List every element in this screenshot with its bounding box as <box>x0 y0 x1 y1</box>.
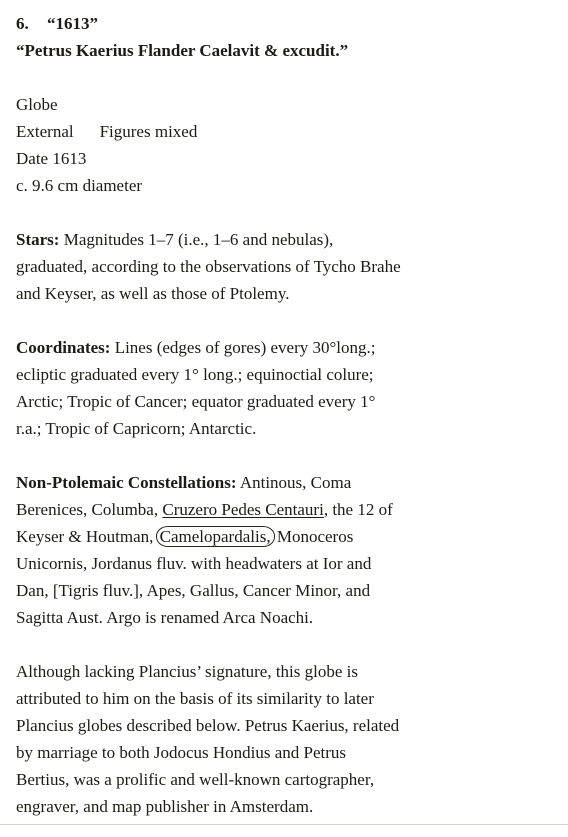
stars-section <box>16 226 556 307</box>
coordinates-section <box>16 334 556 442</box>
note-line-4: by marriage to both Jodocus Hondius and Petrus <box>16 743 347 762</box>
note-line-1: Although lacking Plancius’ signature, this globe is <box>16 662 359 681</box>
constellations-line-1: Antinous, Coma <box>239 473 352 492</box>
coordinates-line-2: ecliptic graduated every 1° long.; equinoctial colure; <box>16 365 374 384</box>
bottom-edge-line <box>0 824 568 825</box>
stars-line-1: Magnitudes 1–7 (i.e., 1–6 and nebulas), <box>63 230 334 249</box>
note-line-3: Plancius globes described below. Petrus Kaerius, related <box>16 716 400 735</box>
coordinates-line-4: r.a.; Tropic of Capricorn; Antarctic. <box>16 419 257 438</box>
constellations-line-4: Unicornis, Jordanus fluv. with headwaters at Ior and <box>16 554 372 573</box>
constellations-section <box>16 469 556 631</box>
external-row <box>16 118 556 145</box>
figures-value: Figures mixed <box>99 122 198 141</box>
coordinates-line-1: Lines (edges of gores) every 30°long.; <box>114 338 376 357</box>
constellations-text: Monoceros <box>272 527 354 546</box>
document-page <box>16 10 556 820</box>
coordinates-label: Coordinates: <box>16 338 111 357</box>
note-line-5: Bertius, was a prolific and well-known cartographer, <box>16 770 375 789</box>
constellations-line-5: Dan, [Tigris fluv.], Apes, Gallus, Cancer Minor, and <box>16 581 371 600</box>
stars-line-2: graduated, according to the observations of Tycho Brahe <box>16 257 401 276</box>
constellations-line-6: Sagitta Aust. Argo is renamed Arca Noachi. <box>16 608 314 627</box>
coordinates-line-3: Arctic; Tropic of Cancer; equator graduated every 1° <box>16 392 376 411</box>
constellations-line-3 <box>16 523 556 550</box>
stars-label: Stars: <box>16 230 60 249</box>
entry-date-title: “1613” <box>47 14 98 33</box>
note-line-6: engraver, and map publisher in Amsterdam. <box>16 797 314 816</box>
constellations-text: Keyser & Houtman, <box>16 527 158 546</box>
external-label: External <box>16 122 74 141</box>
stars-line-3: and Keyser, as well as those of Ptolemy. <box>16 284 290 303</box>
entry-inscription: “Petrus Kaerius Flander Caelavit & excudit.” <box>16 41 349 60</box>
constellations-line-2 <box>16 496 556 523</box>
diameter-row: c. 9.6 cm diameter <box>16 176 143 195</box>
date-row: Date 1613 <box>16 149 87 168</box>
underlined-constellation: Cruzero Pedes Centauri <box>162 500 324 519</box>
globe-label: Globe <box>16 95 58 114</box>
entry-number: 6. <box>16 14 29 33</box>
constellations-text: Berenices, Columba, <box>16 500 163 519</box>
note-line-2: attributed to him on the basis of its similarity to later <box>16 689 374 708</box>
constellations-text: , the 12 of <box>323 500 393 519</box>
attribution-note <box>16 658 556 820</box>
circled-constellation: Camelopardalis, <box>156 526 275 547</box>
entry-heading <box>16 10 556 37</box>
constellations-label: Non-Ptolemaic Constellations: <box>16 473 237 492</box>
